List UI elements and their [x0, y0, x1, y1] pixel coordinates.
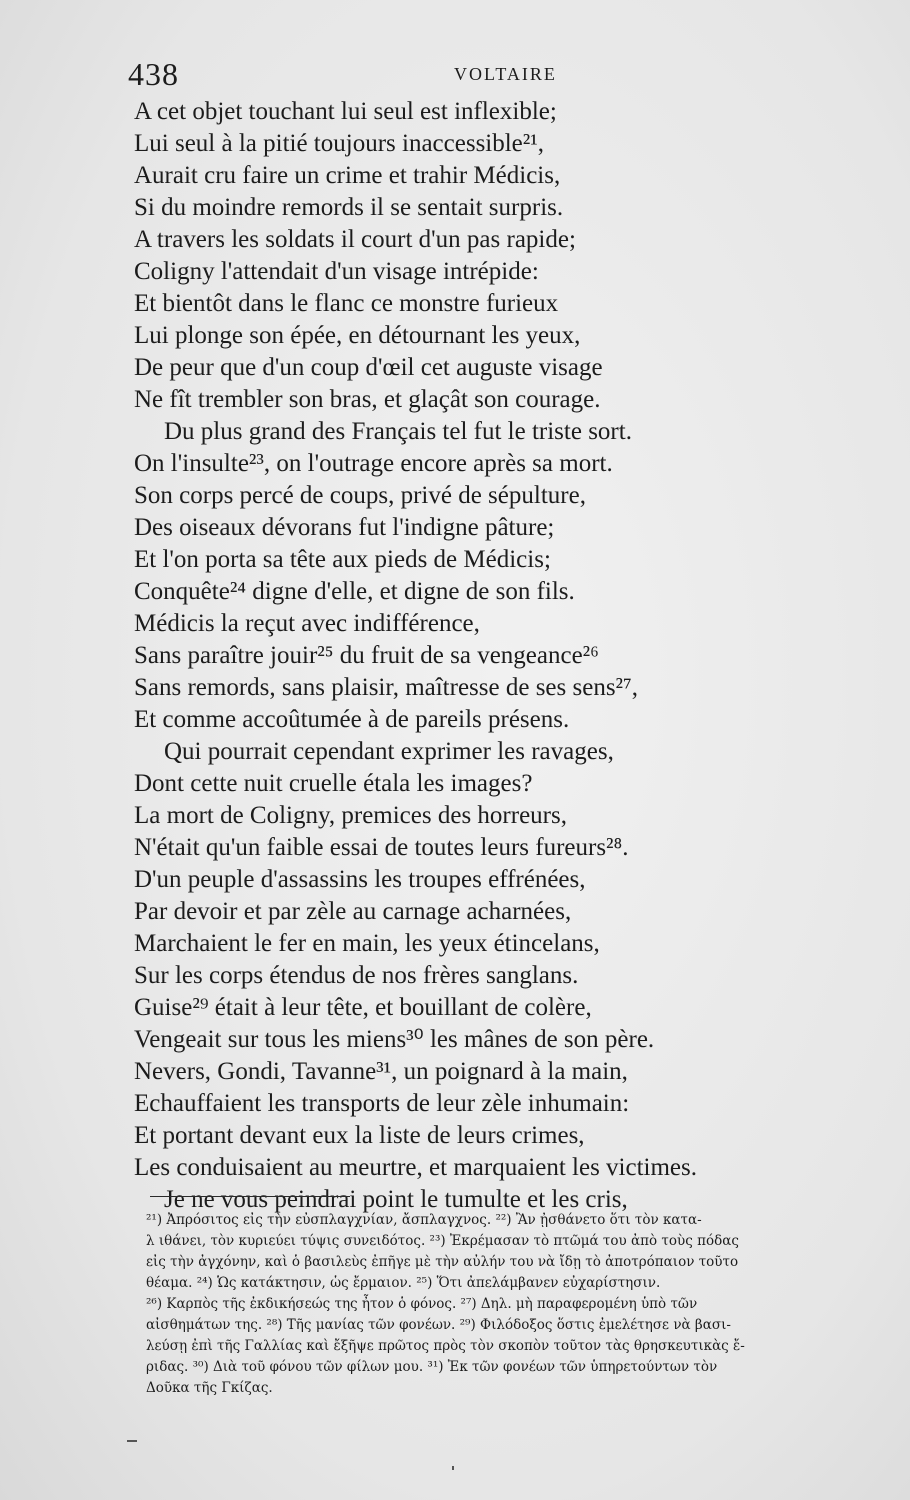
footnote-line: λ ιθάνει, τὸν κυριεύει τύψις συνειδότος. ²³) Ἐκρέμασαν τὸ πτῶμά του ἀπὸ τοὺς πόδας — [146, 1233, 739, 1249]
poem-line: Coligny l'attendait d'un visage intrépide: — [134, 258, 539, 285]
footnote-line: εἰς τὴν ἀγχόνην, καὶ ὁ βασιλεὺς ἐπῆγε μὲ τὴν αὐλήν του νὰ ἴδῃ τὸ ἀποτρόπαιον τοῦτο — [146, 1254, 739, 1270]
poem-line: Médicis la reçut avec indifférence, — [134, 610, 480, 637]
poem-line: Sans paraître jouir²⁵ du fruit de sa vengeance²⁶ — [134, 642, 599, 669]
footnote-line: αἰσθημάτων της. ²⁸) Τῆς μανίας τῶν φονέων. ²⁹) Φιλόδοξος ὅστις ἐμελέτησε νὰ βασι- — [146, 1317, 731, 1333]
poem-line: A travers les soldats il court d'un pas rapide; — [134, 226, 576, 253]
poem-line: Lui plonge son épée, en détournant les yeux, — [134, 322, 581, 349]
poem-line: Dont cette nuit cruelle étala les images? — [134, 770, 533, 797]
stray-ink-mark — [452, 1466, 454, 1470]
poem-line: Conquête²⁴ digne d'elle, et digne de son fils. — [134, 578, 575, 605]
poem-line: Vengeait sur tous les miens³⁰ les mânes de son père. — [134, 1026, 655, 1053]
footnote-separator — [150, 1196, 350, 1197]
poem-line: Guise²⁹ était à leur tête, et bouillant de colère, — [134, 994, 592, 1021]
footnotes — [146, 1210, 902, 1399]
footnote-line: λεύσῃ ἐπὶ τῆς Γαλλίας καὶ ἔξῆψε πρῶτος πρὸς τὸν σκοπὸν τοῦτον τὰς θρησκευτικὰς ἔ- — [146, 1338, 745, 1354]
poem-line: Et comme accoûtumée à de pareils présens. — [134, 706, 570, 733]
page-header — [128, 56, 890, 96]
footnote-line: Δοῦκα τῆς Γκίζας. — [146, 1380, 273, 1396]
poem-line: A cet objet touchant lui seul est inflexible; — [134, 98, 557, 125]
poem-line: Les conduisaient au meurtre, et marquaient les victimes. — [134, 1154, 698, 1181]
poem-line: Si du moindre remords il se sentait surpris. — [134, 194, 564, 221]
poem-line: Et bientôt dans le flanc ce monstre furieux — [134, 290, 559, 317]
poem-line: De peur que d'un coup d'œil cet auguste visage — [134, 354, 603, 381]
poem-line: On l'insulte²³, on l'outrage encore après sa mort. — [134, 450, 613, 477]
poem-line: Et l'on porta sa tête aux pieds de Médicis; — [134, 546, 551, 573]
poem-line: Nevers, Gondi, Tavanne³¹, un poignard à la main, — [134, 1058, 628, 1085]
footnote-line: ²⁶) Καρπὸς τῆς ἐκδικήσεώς της ἦτον ὁ φόνος. ²⁷) Δηλ. μὴ παραφερομένη ὑπὸ τῶν — [146, 1296, 698, 1312]
footnote-line: ²¹) Ἀπρόσιτος εἰς τὴν εὐσπλαγχνίαν, ἄσπλαγχνος. ²²) Ἂν ᾐσθάνετο ὅτι τὸν κατα- — [146, 1212, 702, 1228]
poem-line: Aurait cru faire un crime et trahir Médicis, — [134, 162, 561, 189]
poem-line: Echauffaient les transports de leur zèle inhumain: — [134, 1090, 630, 1117]
poem-line: Marchaient le fer en main, les yeux étincelans, — [134, 930, 600, 957]
poem-line: Qui pourrait cependant exprimer les ravages, — [164, 738, 614, 765]
poem-line: N'était qu'un faible essai de toutes leurs fureurs²⁸. — [134, 834, 629, 861]
poem-line: Son corps percé de coups, privé de sépulture, — [134, 482, 586, 509]
page-number: 438 — [128, 56, 179, 92]
poem-line: Je ne vous peindrai point le tumulte et les cris, — [164, 1186, 628, 1213]
poem-line: La mort de Coligny, premices des horreurs, — [134, 802, 567, 829]
poem-line: Lui seul à la pitié toujours inaccessible²¹, — [134, 130, 545, 157]
poem-line: Des oiseaux dévorans fut l'indigne pâture; — [134, 514, 555, 541]
running-title: VOLTAIRE — [454, 64, 557, 84]
stray-ink-mark — [127, 1440, 137, 1442]
poem-line: Ne fît trembler son bras, et glaçât son courage. — [134, 386, 601, 413]
footnote-line: ριδας. ³⁰) Διὰ τοῦ φόνου τῶν φίλων μου. ³¹) Ἐκ τῶν φονέων τῶν ὑπηρετούντων τὸν — [146, 1359, 718, 1375]
poem-line: Du plus grand des Français tel fut le triste sort. — [164, 418, 632, 445]
poem-line: Sans remords, sans plaisir, maîtresse de ses sens²⁷, — [134, 674, 639, 701]
poem-text — [134, 96, 894, 1216]
footnote-line: θέαμα. ²⁴) Ὡς κατάκτησιν, ὡς ἔρμαιον. ²⁵) Ὅτι ἀπελάμβανεν εὐχαρίστησιν. — [146, 1275, 661, 1291]
poem-line: Et portant devant eux la liste de leurs crimes, — [134, 1122, 585, 1149]
poem-line: Par devoir et par zèle au carnage acharnées, — [134, 898, 572, 925]
poem-line: D'un peuple d'assassins les troupes effrénées, — [134, 866, 586, 893]
poem-line: Sur les corps étendus de nos frères sanglans. — [134, 962, 579, 989]
